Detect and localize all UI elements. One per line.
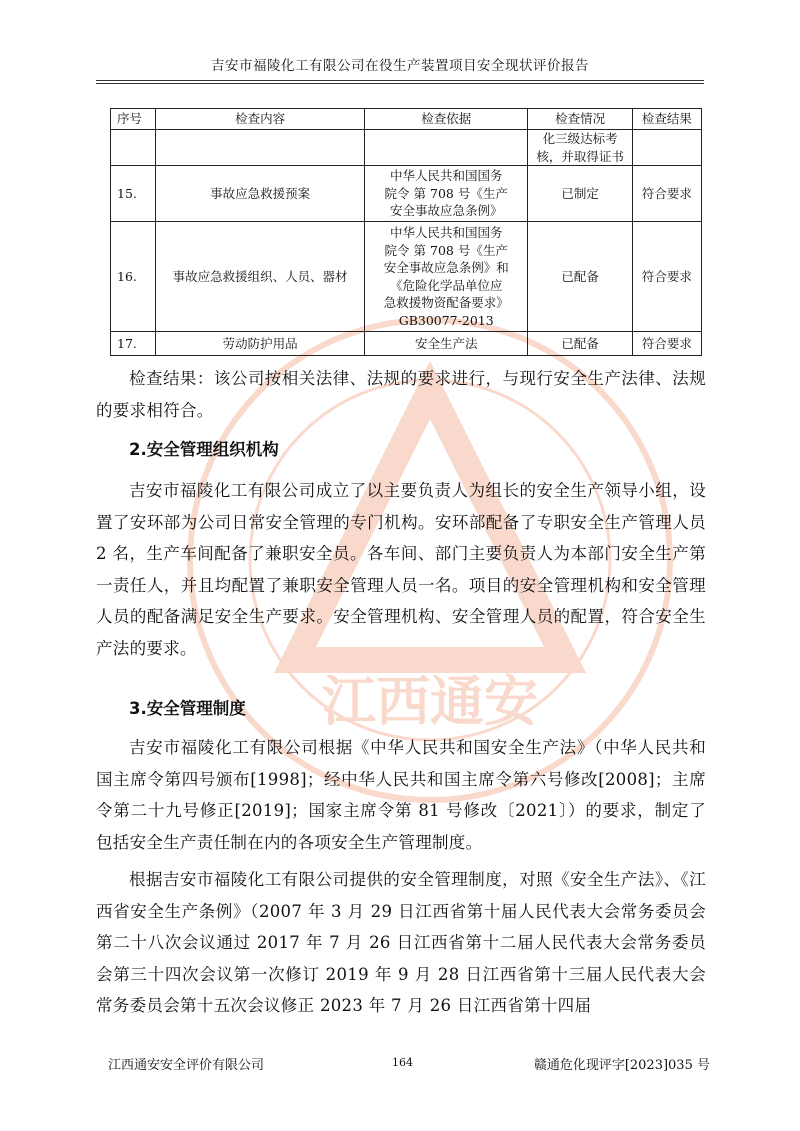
footer-report-number: 赣通危化现评字[2023]035 号 bbox=[533, 1058, 710, 1073]
cell-content bbox=[156, 130, 365, 166]
cell-status: 已配备 bbox=[528, 332, 632, 356]
cell-status: 已制定 bbox=[528, 166, 632, 222]
cell-result bbox=[632, 130, 701, 166]
table-row bbox=[111, 332, 702, 356]
section-3-paragraph-1: 吉安市福陵化工有限公司根据《中华人民共和国安全生产法》（中华人民共和国主席令第四号颁布[1998]；经中华人民共和国主席令第六号修改[2008]；主席令第二十九号修正[2019]；国家主席令第 81 号修改〔2021〕）的要求，制定了包括安全生产责任制在内的各项安全生产管理制度。 bbox=[96, 738, 706, 852]
conclusion-text: 检查结果：该公司按相关法律、法规的要求进行，与现行安全生产法律、法规的要求相符合。 bbox=[96, 369, 706, 420]
cell-basis: 中华人民共和国国务 院令 第 708 号《生产 安全事故应急条例》和 《危险化学品单位应 急救援物资配备要求》 GB30077-2013 bbox=[364, 222, 528, 332]
section-3-body bbox=[96, 732, 706, 1022]
col-header-basis: 检查依据 bbox=[364, 109, 528, 130]
table-row bbox=[111, 166, 702, 222]
header-rule bbox=[96, 80, 704, 81]
table-row-continued bbox=[111, 130, 702, 166]
section-2-paragraph: 吉安市福陵化工有限公司成立了以主要负责人为组长的安全生产领导小组，设置了安环部为公司日常安全管理的专门机构。安环部配备了专职安全生产管理人员 2 名，生产车间配备了兼职安全员。各车间、部门主要负责人为本部门安全生产第一责任人，并且均配置了兼职安全管理人员一名。项目的安全管理机构和安全管理人员的配备满足安全生产要求。安全管理机构、安全管理人员的配置，符合安全生产法的要求。 bbox=[96, 481, 706, 658]
section-3-paragraph-2: 根据吉安市福陵化工有限公司提供的安全管理制度，对照《安全生产法》、《江西省安全生产条例》（2007 年 3 月 29 日江西省第十届人民代表大会常务委员会第二十八次会议通过 2017 年 7 月 26 日江西省第十二届人民代表大会常务委员会第三十四次会议第一次修订 2019 年 9 月 28 日江西省第十三届人民代表大会常务委员会第十五次会议修正 2023 年 7 月 26 日江西省第十四届 bbox=[96, 870, 706, 1015]
col-header-no: 序号 bbox=[111, 109, 156, 130]
cell-no: 16. bbox=[111, 222, 156, 332]
cell-basis bbox=[364, 130, 528, 166]
cell-basis: 中华人民共和国国务 院令 第 708 号《生产 安全事故应急条例》 bbox=[364, 166, 528, 222]
footer-page-number: 164 bbox=[392, 1056, 413, 1069]
cell-no bbox=[111, 130, 156, 166]
page-header: 吉安市福陵化工有限公司在役生产装置项目安全现状评价报告 bbox=[211, 58, 589, 74]
col-header-result: 检查结果 bbox=[632, 109, 701, 130]
cell-no: 15. bbox=[111, 166, 156, 222]
section-3-heading: 3.安全管理制度 bbox=[129, 699, 246, 718]
col-header-content: 检查内容 bbox=[156, 109, 365, 130]
header-rule-double bbox=[96, 83, 704, 84]
cell-content: 事故应急救援预案 bbox=[156, 166, 365, 222]
cell-status: 已配备 bbox=[528, 222, 632, 332]
cell-status: 化三级达标考 核，并取得证书 bbox=[528, 130, 632, 166]
col-header-status: 检查情况 bbox=[528, 109, 632, 130]
cell-content: 劳动防护用品 bbox=[156, 332, 365, 356]
footer-company: 江西通安安全评价有限公司 bbox=[108, 1058, 265, 1073]
inspection-table bbox=[110, 108, 702, 356]
cell-result: 符合要求 bbox=[632, 166, 701, 222]
seal-text: 江西通安 bbox=[322, 670, 538, 733]
table-header-row bbox=[111, 109, 702, 130]
section-2-heading: 2.安全管理组织机构 bbox=[129, 440, 279, 459]
cell-content: 事故应急救援组织、人员、器材 bbox=[156, 222, 365, 332]
table-row bbox=[111, 222, 702, 332]
cell-result: 符合要求 bbox=[632, 332, 701, 356]
conclusion-paragraph bbox=[96, 363, 706, 426]
cell-basis: 安全生产法 bbox=[364, 332, 528, 356]
cell-result: 符合要求 bbox=[632, 222, 701, 332]
section-2-body bbox=[96, 475, 706, 664]
cell-no: 17. bbox=[111, 332, 156, 356]
